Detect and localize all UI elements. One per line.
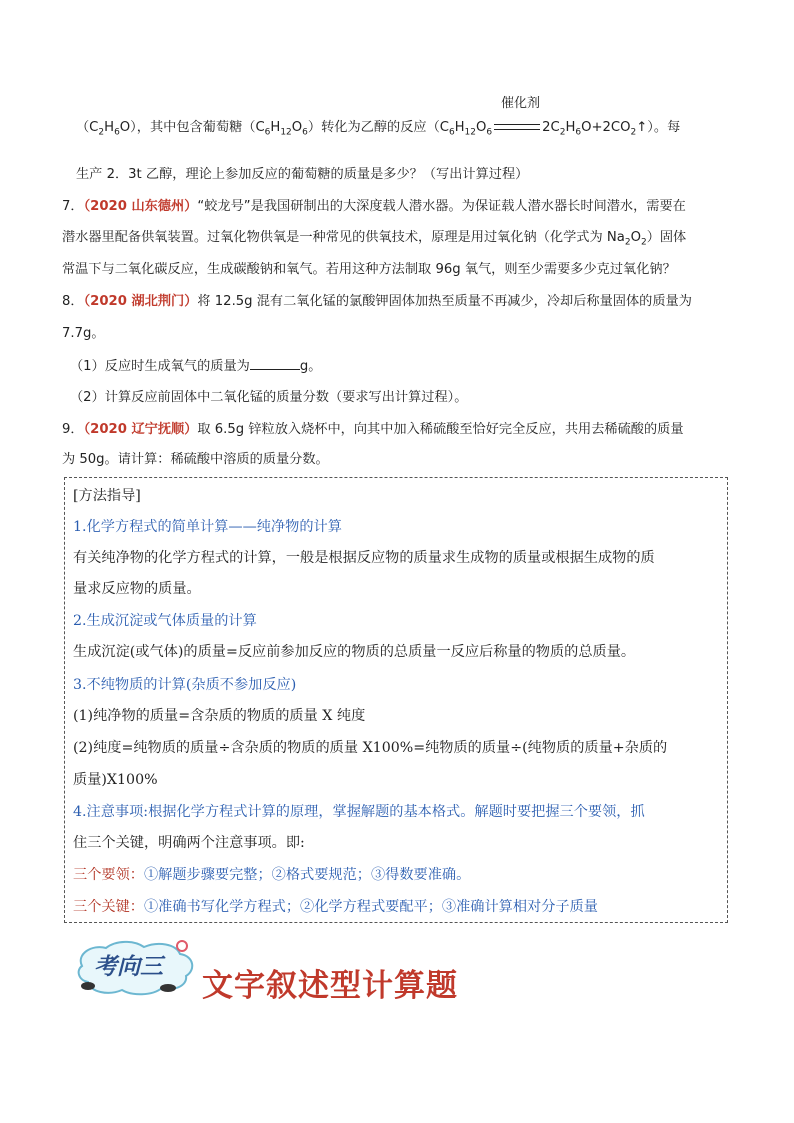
- subscript: 2: [630, 127, 637, 138]
- q8-text: 将 12.5g 混有二氧化锰的氯酸钾固体加热至质量不再减少，冷却后称量固体的质量为: [197, 294, 692, 309]
- q6-text: ↑）。每: [636, 120, 681, 135]
- q7-line-2: [62, 229, 686, 252]
- key-points-2: [73, 897, 598, 917]
- key-label: 三个关键：: [73, 899, 144, 915]
- q6-text: H: [270, 120, 281, 135]
- badge-label: 考向三: [94, 953, 163, 980]
- answer-blank[interactable]: [250, 357, 300, 370]
- q7-line-3: 常温下与二氧化碳反应，生成碳酸钠和氧气。若用这种方法制取 96g 氧气，则至少需要多少克过氧化钠？: [62, 262, 676, 277]
- q8-text: （1）反应时生成氧气的质量为: [70, 359, 250, 374]
- catalyst-label: 催化剂: [501, 96, 541, 111]
- subscript: 2: [624, 237, 631, 248]
- method-guide-box: [64, 477, 728, 923]
- q8-line-1: [62, 293, 692, 311]
- q8-part-2: （2）计算反应前固体中二氧化锰的质量分数（要求写出计算过程）。: [70, 390, 468, 405]
- formula-text: 2C: [542, 120, 560, 135]
- formula-text: O+2CO: [581, 120, 631, 135]
- method-text: 住三个关键，明确两个注意事项。即:: [73, 835, 305, 851]
- subscript: 6: [302, 127, 308, 138]
- badge-dot: [160, 984, 176, 992]
- q9-line-1: [62, 421, 684, 439]
- key-label: 三个要领：: [73, 867, 144, 883]
- method-heading-4: [73, 802, 645, 822]
- question-number: 8．: [62, 294, 84, 309]
- formula-text: H: [565, 120, 576, 135]
- badge-ring: [177, 941, 187, 951]
- q9-line-2: 为 50g。请计算：稀硫酸中溶质的质量分数。: [62, 452, 329, 467]
- key-text: ①解题步骤要完整；②格式要规范；③得数要准确。: [143, 867, 471, 883]
- subscript: 12: [464, 127, 476, 138]
- equals-sign: [494, 124, 540, 130]
- q7-line-1: [62, 198, 686, 216]
- badge-dot: [81, 982, 95, 990]
- q9-text: 取 6.5g 锌粒放入烧杯中，向其中加入稀硫酸至恰好完全反应，共用去稀硫酸的质量: [197, 422, 684, 437]
- q7-text: 潜水器里配备供氧装置。过氧化物供氧是一种常见的供氧技术，原理是用过氧化钠（化学式为 Na: [62, 230, 625, 245]
- method-text: 量求反应物的质量。: [73, 581, 201, 597]
- q6-text: （C: [76, 120, 99, 135]
- method-text: 质量)X100%: [73, 772, 158, 788]
- method-heading-1: 1.化学方程式的简单计算——纯净物的计算: [73, 519, 342, 535]
- method-heading-2: 2.生成沉淀或气体质量的计算: [73, 613, 257, 629]
- method-title: [方法指导]: [73, 488, 141, 504]
- q6-text: H: [104, 120, 115, 135]
- subscript: 6: [114, 127, 120, 138]
- q6-text: ）转化为乙醇的反应（C: [307, 120, 449, 135]
- section-title: 文字叙述型计算题: [202, 968, 458, 1004]
- method-text: (1)纯净物的质量=含杂质的物质的质量 X 纯度: [73, 708, 366, 724]
- question-number: 9．: [62, 422, 84, 437]
- q6-text: O: [291, 120, 303, 135]
- formula-text: H: [454, 120, 465, 135]
- key-points-1: [73, 865, 470, 885]
- subscript: 6: [264, 127, 271, 138]
- q8-line-2: 7.7g。: [62, 326, 105, 341]
- q7-text: ）固体: [646, 230, 687, 245]
- method-heading-3: 3.不纯物质的计算(杂质不参加反应): [73, 677, 297, 693]
- key-text: ①准确书写化学方程式；②化学方程式要配平；③准确计算相对分子质量: [143, 899, 598, 915]
- q6-line-1: [76, 96, 681, 142]
- subscript: 6: [486, 127, 493, 138]
- q7-text: O: [630, 230, 641, 245]
- subscript: 6: [449, 127, 455, 138]
- question-source: （2020 湖北荆门）: [83, 294, 198, 309]
- question-source: （2020 山东德州）: [83, 199, 198, 214]
- reaction-formula: [449, 96, 637, 142]
- section-badge: [72, 938, 202, 996]
- method-heading-text: 4.注意事项:根据化学方程式计算的原理，掌握解题的基本格式。解题时要把握三个要领，抓: [73, 804, 645, 820]
- q7-text: “蛟龙号”是我国研制出的大深度载人潜水器。为保证载人潜水器长时间潜水，需要在: [197, 199, 686, 214]
- method-text: (2)纯度=纯物质的质量÷含杂质的物质的质量 X100%=纯物质的质量÷(纯物质的质量+杂质的: [73, 740, 668, 756]
- q8-part-1: [70, 357, 321, 376]
- subscript: 2: [98, 127, 105, 138]
- method-text: 有关纯净物的化学方程式的计算，一般是根据反应物的质量求生成物的质量或根据生成物的质: [73, 550, 655, 566]
- subscript: 2: [640, 237, 647, 248]
- q6-text: O），其中包含葡萄糖（C: [119, 120, 265, 135]
- subscript: 12: [280, 127, 292, 138]
- question-source: （2020 辽宁抚顺）: [83, 422, 198, 437]
- subscript: 2: [559, 127, 566, 138]
- method-text: 生成沉淀(或气体)的质量=反应前参加反应的物质的总质量一反应后称量的物质的总质量。: [73, 644, 636, 660]
- subscript: 6: [575, 127, 582, 138]
- q6-line-2: 生产 2．3t 乙醇，理论上参加反应的葡萄糖的质量是多少？（写出计算过程）: [76, 167, 529, 182]
- formula-text: O: [475, 120, 487, 135]
- question-number: 7．: [62, 199, 84, 214]
- q8-text: g。: [299, 359, 322, 374]
